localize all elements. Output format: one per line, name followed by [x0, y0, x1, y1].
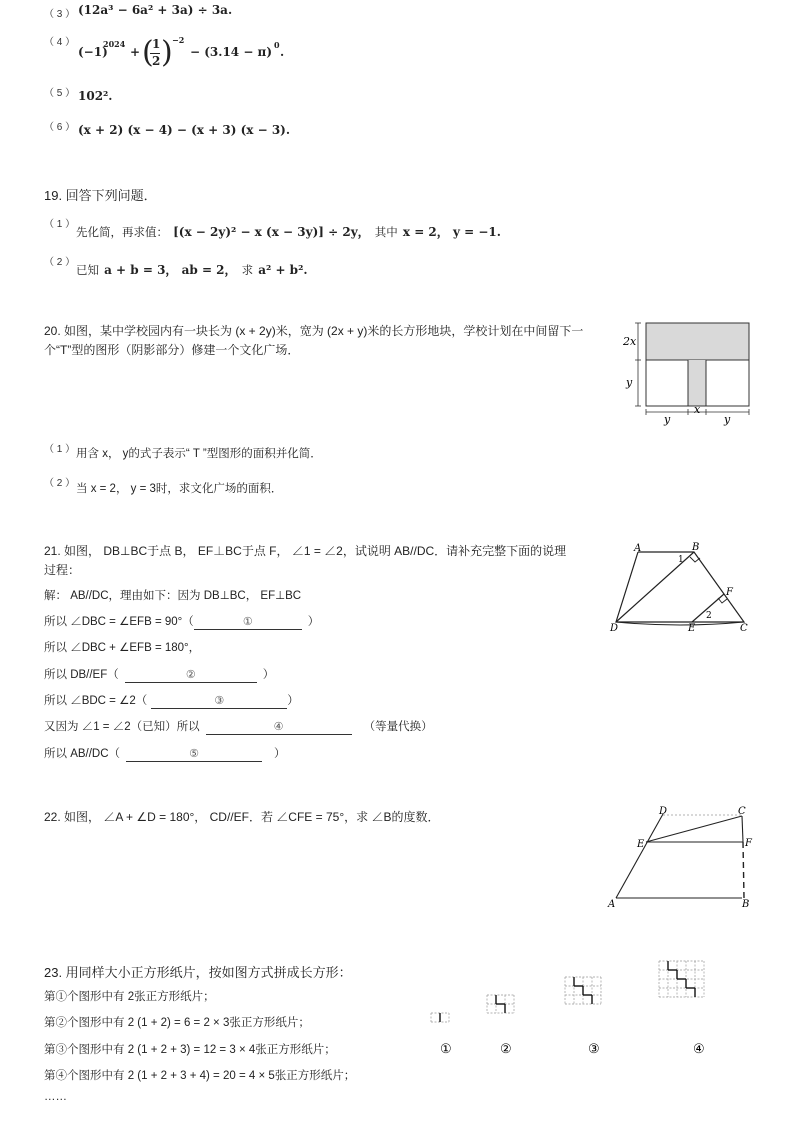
q21-angle-1: 1 — [678, 555, 684, 565]
q18-part4-exp-b: −2 — [172, 35, 185, 45]
q19-part1-condition: x = 2， y = −1. — [402, 225, 501, 239]
q19-part2-number: （ 2 ） — [44, 257, 76, 268]
q21-label-F: F — [726, 587, 733, 598]
q20-label-y: y — [626, 376, 633, 389]
q21-angle-2: 2 — [706, 611, 712, 621]
q19-part2-ask-expr: a² + b². — [258, 263, 308, 277]
q19-part2-lead: 已知 — [76, 265, 99, 277]
q23-line-5: …… — [44, 1091, 67, 1103]
q20-text-line2: 个“T”型的图形（阴影部分）修建一个文化广场． — [44, 343, 300, 357]
q20-text-line1: 20. 如图，某中学校园内有一块长为 (x + 2y)米，宽为 (2x + y)米的长方形地块，学校计划在中间留下一 — [44, 324, 584, 338]
q21-figure — [606, 540, 756, 635]
q21-blank-2[interactable]: ② — [125, 669, 257, 683]
q21-step-2: 所以 ∠DBC + ∠EFB = 180°， — [44, 642, 201, 654]
q21-step-6: 所以 AB//DC（ ⑤ ） — [44, 748, 286, 760]
q23-label-4: ④ — [693, 1042, 705, 1057]
q22-segment-CF — [742, 816, 743, 842]
q23-label-1: ① — [440, 1042, 452, 1057]
q22-segment-FB — [743, 842, 744, 898]
q23-grids — [431, 961, 704, 1022]
q20-label-bottom-y2: y — [724, 413, 731, 426]
q18-part4-paren-open: ( — [142, 35, 154, 70]
q21-text-line1: 21. 如图， DB⊥BC于点 B， EF⊥BC于点 F， ∠1 = ∠2，试说明 AB//DC．请补充完整下面的说理 — [44, 544, 567, 558]
q22-segment-AD — [616, 814, 663, 898]
q21-blank-4[interactable]: ④ — [206, 721, 352, 735]
q18-part6-expression: (x + 2) (x − 4) − (x + 3) (x − 3). — [78, 123, 291, 137]
q21-text-line2: 过程： — [44, 563, 81, 577]
q18-part4-end: . — [280, 45, 285, 59]
q18-part3-expression: (12a³ − 6a² + 3a) ÷ 3a. — [78, 3, 233, 17]
q19-part1-lead: 先化简，再求值： — [76, 227, 168, 239]
q18-part4-term-a: (−1) — [78, 45, 108, 59]
q21-label-C: C — [740, 623, 748, 634]
q23-line-4: 第④个图形中有 2 (1 + 2 + 3 + 4) = 20 = 4 × 5张正方形纸片； — [44, 1070, 356, 1082]
q21-blank-5[interactable]: ⑤ — [126, 748, 262, 762]
q20-shade-stem — [688, 360, 706, 406]
q22-text: 22. 如图， ∠A + ∠D = 180°， CD//EF．若 ∠CFE = 75°，求 ∠B的度数． — [44, 810, 440, 824]
q19-title: 19. 回答下列问题． — [44, 188, 157, 203]
q20-label-bottom-x: x — [694, 403, 701, 416]
q18-part4-exp-c: 0 — [274, 40, 280, 50]
q23-label-2: ② — [500, 1042, 512, 1057]
q23-title: 23. 用同样大小正方形纸片，按如图方式拼成长方形： — [44, 965, 352, 980]
q22-label-B: B — [742, 899, 750, 909]
q21-step-5: 又因为 ∠1 = ∠2（已知）所以 ④ （等量代换） — [44, 721, 433, 733]
q19-part1-cond-lead: 其中 — [374, 227, 398, 239]
q19-part1-expression: [(x − 2y)² − x (x − 3y)] ÷ 2y， — [173, 225, 370, 239]
q23-line-2: 第②个图形中有 2 (1 + 2) = 6 = 2 × 3张正方形纸片； — [44, 1017, 310, 1029]
q22-figure — [606, 804, 756, 909]
q20-figure — [620, 318, 760, 426]
q22-label-A: A — [608, 899, 616, 909]
q22-label-D: D — [659, 806, 668, 817]
q22-segment-EC — [646, 816, 742, 842]
q18-part5-number: （ 5 ） — [44, 88, 76, 99]
q18-part4-exp-a: 2024 — [103, 39, 126, 49]
q22-label-E: E — [637, 839, 645, 850]
q19-part2-ask: 求 — [241, 265, 254, 277]
q23-line-1: 第①个图形中有 2张正方形纸片； — [44, 991, 215, 1003]
q21-step-3: 所以 DB//EF（ ② ） — [44, 669, 275, 681]
q18-part4-plus: + — [130, 45, 141, 59]
q21-blank-1[interactable]: ① — [194, 616, 302, 630]
q21-step-0: 解： AB//DC，理由如下：因为 DB⊥BC， EF⊥BC — [44, 590, 302, 602]
q23-figures — [425, 955, 755, 1060]
q23-line-3: 第③个图形中有 2 (1 + 2 + 3) = 12 = 3 × 4张正方形纸片； — [44, 1044, 336, 1056]
q23-label-3: ③ — [588, 1042, 600, 1057]
q22-label-F: F — [745, 838, 752, 849]
q19-part2 — [76, 259, 308, 278]
q20-part1-number: （ 1 ） — [44, 444, 76, 455]
q21-label-A: A — [634, 543, 642, 554]
q20-shade-top — [646, 323, 749, 360]
q20-part1-text: 用含 x， y的式子表示“ T ”型图形的面积并化简． — [76, 448, 322, 460]
q21-label-B: B — [692, 542, 700, 553]
q21-label-E: E — [688, 623, 696, 634]
q21-step-4: 所以 ∠BDC = ∠2（ ③ ） — [44, 695, 299, 707]
q20-part2-text: 当 x = 2， y = 3时，求文化广场的面积． — [76, 483, 283, 495]
q22-label-C: C — [738, 806, 746, 817]
q21-blank-3[interactable]: ③ — [151, 695, 287, 709]
q20-label-bottom-y1: y — [664, 413, 671, 426]
q21-label-D: D — [610, 623, 619, 634]
q18-part5-expression: 102². — [78, 89, 113, 103]
q19-part1-number: （ 1 ） — [44, 219, 76, 230]
q18-part4-frac-num: 1 — [152, 37, 161, 51]
q19-part2-expression: a + b = 3， ab = 2， — [104, 263, 237, 277]
q18-part4-number: （ 4 ） — [44, 37, 76, 48]
q21-step-1: 所以 ∠DBC = ∠EFB = 90°（ ① ） — [44, 616, 320, 628]
q18-part4-paren-close: ) — [161, 35, 173, 70]
q20-label-2x: 2x — [623, 335, 637, 348]
q18-part4-term-c: − (3.14 − π) — [190, 45, 273, 59]
q19-part1 — [76, 221, 501, 240]
q20-part2-number: （ 2 ） — [44, 478, 76, 489]
q18-part4-frac-den: 2 — [152, 54, 161, 68]
q18-part6-number: （ 6 ） — [44, 122, 76, 133]
q18-part3-number: （ 3 ） — [44, 9, 76, 20]
